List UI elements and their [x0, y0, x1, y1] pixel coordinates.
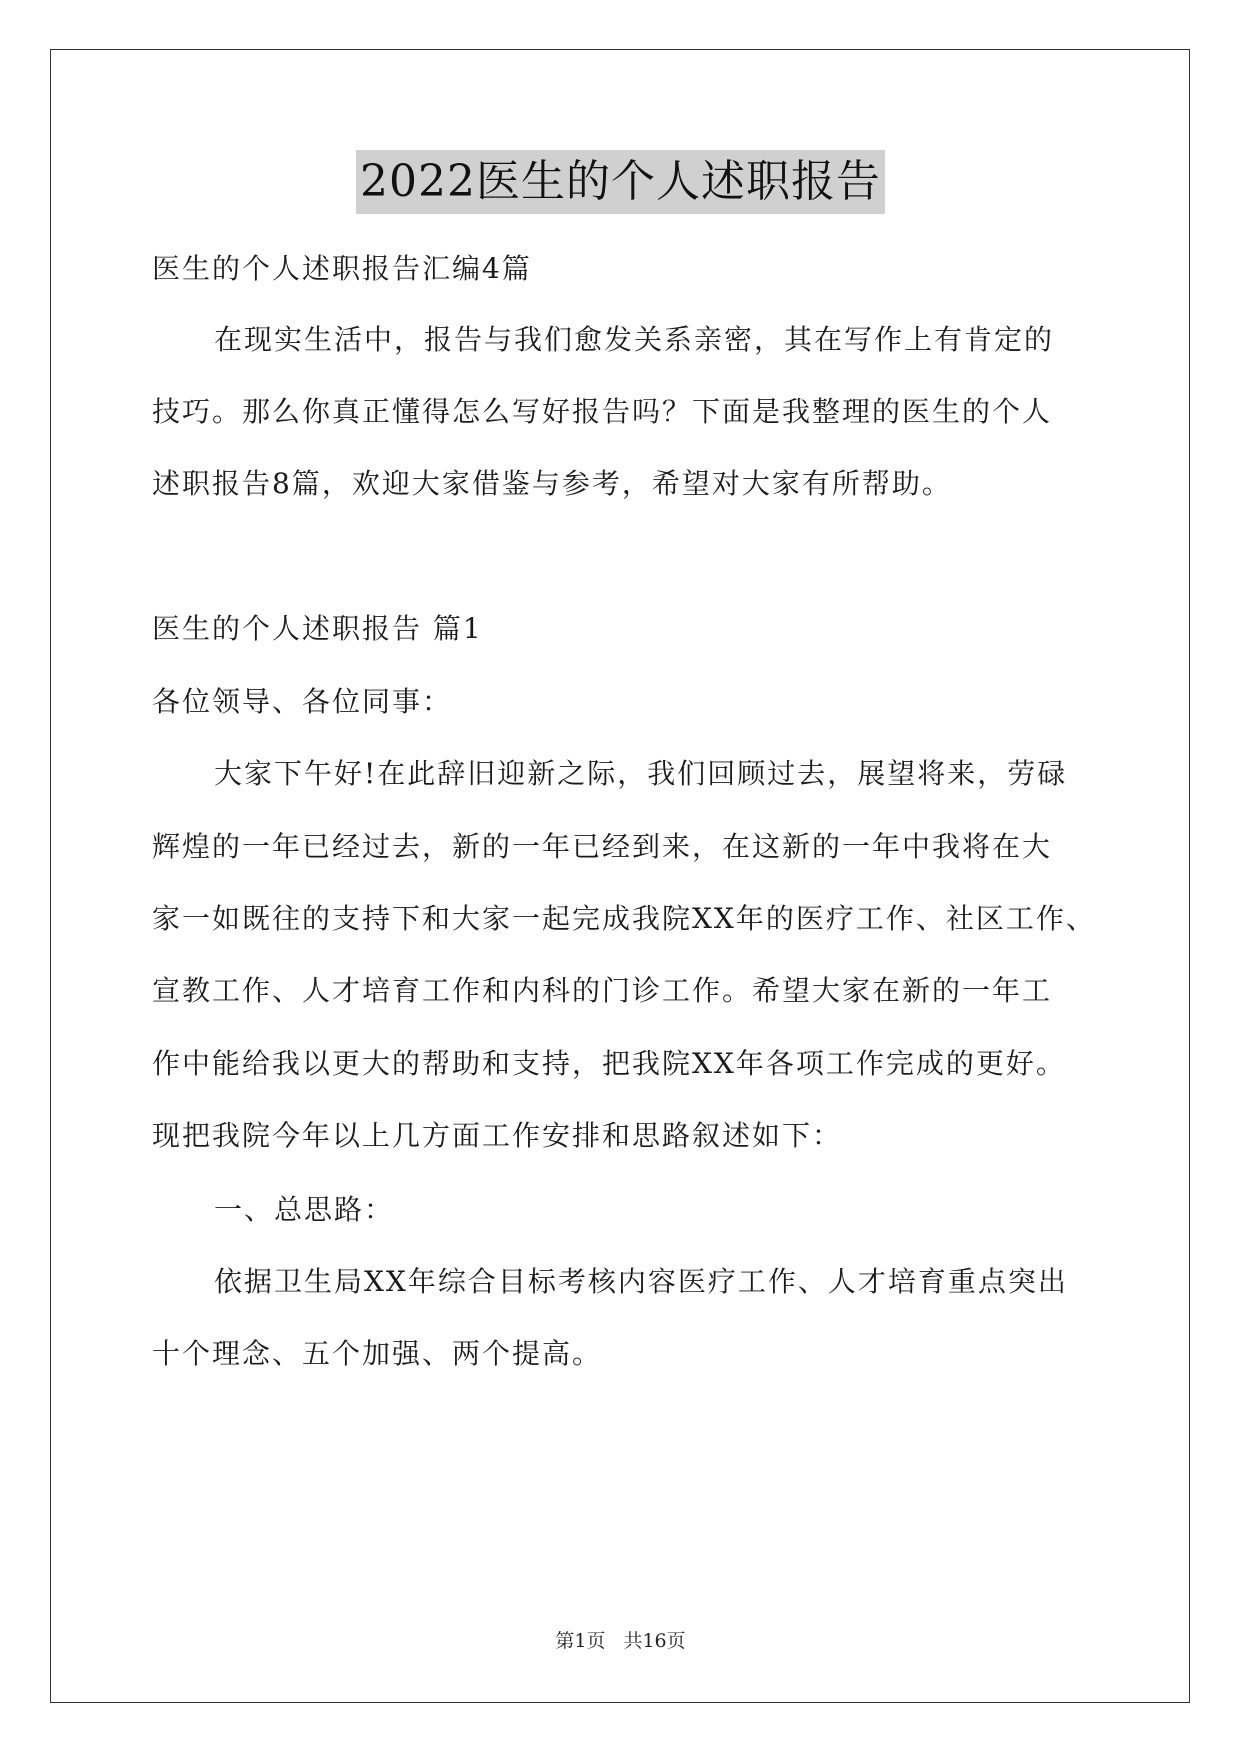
- document-title: 2022医生的个人述职报告: [356, 150, 885, 214]
- body-line: 大家下午好!在此辞旧迎新之际，我们回顾过去，展望将来，劳碌: [214, 757, 1068, 790]
- body-line: 现把我院今年以上几方面工作安排和思路叙述如下：: [152, 1119, 843, 1152]
- page-border: [50, 49, 1190, 1703]
- body-line: 作中能给我以更大的帮助和支持，把我院XX年各项工作完成的更好。: [152, 1047, 1066, 1080]
- point-line: 十个理念、五个加强、两个提高。: [152, 1337, 603, 1370]
- point-heading: 一、总思路：: [214, 1193, 395, 1226]
- body-line: 辉煌的一年已经过去，新的一年已经到来，在这新的一年中我将在大: [152, 830, 1053, 863]
- body-line: 家一如既往的支持下和大家一起完成我院XX年的医疗工作、社区工作、: [152, 902, 1096, 935]
- total-pages: 共16页: [623, 1630, 686, 1652]
- body-line: 宣教工作、人才培育工作和内科的门诊工作。希望大家在新的一年工: [152, 974, 1053, 1007]
- intro-line: 在现实生活中，报告与我们愈发关系亲密，其在写作上有肯定的: [214, 323, 1055, 356]
- title-wrapper: [0, 150, 1241, 214]
- page-number: 第1页: [555, 1630, 606, 1652]
- point-line: 依据卫生局XX年综合目标考核内容医疗工作、人才培育重点突出: [214, 1265, 1068, 1298]
- document-subtitle: 医生的个人述职报告汇编4篇: [152, 252, 532, 285]
- page-footer: [0, 1626, 1241, 1653]
- salutation: 各位领导、各位同事：: [152, 685, 453, 718]
- section-heading: 医生的个人述职报告 篇1: [152, 612, 483, 645]
- intro-line: 技巧。那么你真正懂得怎么写好报告吗？下面是我整理的医生的个人: [152, 395, 1053, 428]
- intro-line: 述职报告8篇，欢迎大家借鉴与参考，希望对大家有所帮助。: [152, 467, 952, 500]
